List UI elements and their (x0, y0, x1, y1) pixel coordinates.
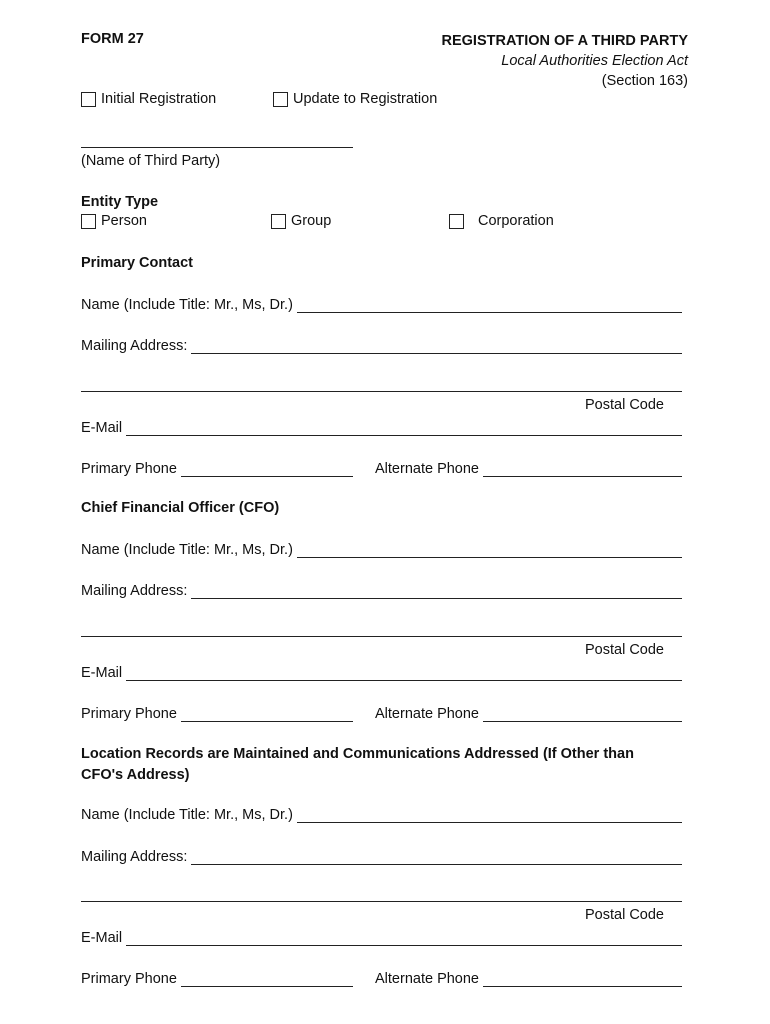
location-records-heading (81, 744, 634, 786)
primary-phone-label: Primary Phone (81, 971, 177, 987)
initial-registration-label: Initial Registration (101, 91, 217, 107)
primary-contact-primary-phone-field[interactable] (181, 462, 353, 477)
entity-corporation-checkbox[interactable] (449, 213, 554, 229)
entity-type-heading: Entity Type (81, 194, 159, 210)
location-heading-line2: CFO's Address) (81, 767, 190, 783)
primary-contact-mailing-line2[interactable] (81, 391, 682, 392)
location-mailing-field[interactable] (191, 850, 682, 865)
cfo-mailing-row (81, 579, 682, 599)
section-reference: (Section 163) (601, 73, 688, 89)
location-name-field[interactable] (297, 808, 682, 823)
checkbox-box[interactable] (81, 214, 96, 229)
location-name-row (81, 803, 682, 823)
email-label: E-Mail (81, 930, 123, 946)
primary-phone-label: Primary Phone (81, 461, 177, 477)
cfo-email-field[interactable] (126, 666, 682, 681)
third-party-name-field[interactable] (81, 147, 353, 148)
postal-code-label: Postal Code (585, 397, 664, 413)
cfo-phone-row (81, 702, 682, 722)
checkbox-box[interactable] (273, 92, 288, 107)
location-email-field[interactable] (126, 931, 682, 946)
postal-code-label: Postal Code (585, 907, 664, 923)
checkbox-box[interactable] (449, 214, 464, 229)
update-registration-label: Update to Registration (293, 91, 438, 107)
initial-registration-checkbox[interactable] (81, 91, 216, 107)
mailing-label: Mailing Address: (81, 583, 188, 599)
location-email-row (81, 926, 682, 946)
cfo-name-row (81, 538, 682, 558)
alternate-phone-label: Alternate Phone (375, 971, 479, 987)
checkbox-box[interactable] (81, 92, 96, 107)
mailing-label: Mailing Address: (81, 849, 188, 865)
primary-contact-phone-row (81, 457, 682, 477)
primary-contact-name-field[interactable] (297, 298, 682, 313)
entity-group-label: Group (291, 213, 332, 229)
primary-contact-email-field[interactable] (126, 421, 682, 436)
checkbox-box[interactable] (271, 214, 286, 229)
location-primary-phone-field[interactable] (181, 972, 353, 987)
form-title: REGISTRATION OF A THIRD PARTY (441, 33, 688, 49)
location-alternate-phone-field[interactable] (483, 972, 682, 987)
name-label: Name (Include Title: Mr., Ms, Dr.) (81, 542, 293, 558)
location-mailing-line2[interactable] (81, 901, 682, 902)
primary-contact-mailing-field[interactable] (191, 339, 682, 354)
primary-contact-alternate-phone-field[interactable] (483, 462, 682, 477)
location-phone-row (81, 967, 682, 987)
location-heading-line1: Location Records are Maintained and Communications Addressed (If Other than (81, 746, 634, 762)
primary-contact-heading: Primary Contact (81, 255, 194, 271)
form-header (442, 31, 689, 91)
third-party-name-caption: (Name of Third Party) (81, 153, 221, 169)
entity-person-checkbox[interactable] (81, 213, 147, 229)
cfo-alternate-phone-field[interactable] (483, 707, 682, 722)
cfo-email-row (81, 661, 682, 681)
name-label: Name (Include Title: Mr., Ms, Dr.) (81, 807, 293, 823)
email-label: E-Mail (81, 420, 123, 436)
primary-contact-email-row (81, 416, 682, 436)
act-name: Local Authorities Election Act (501, 53, 688, 69)
email-label: E-Mail (81, 665, 123, 681)
cfo-name-field[interactable] (297, 543, 682, 558)
postal-code-label: Postal Code (585, 642, 664, 658)
cfo-mailing-field[interactable] (191, 584, 682, 599)
entity-group-checkbox[interactable] (271, 213, 331, 229)
update-registration-checkbox[interactable] (273, 91, 437, 107)
entity-corporation-label: Corporation (478, 213, 554, 229)
alternate-phone-label: Alternate Phone (375, 461, 479, 477)
cfo-mailing-line2[interactable] (81, 636, 682, 637)
mailing-label: Mailing Address: (81, 338, 188, 354)
cfo-primary-phone-field[interactable] (181, 707, 353, 722)
primary-phone-label: Primary Phone (81, 706, 177, 722)
primary-contact-mailing-row (81, 334, 682, 354)
entity-person-label: Person (101, 213, 147, 229)
form-number: FORM 27 (81, 31, 144, 47)
primary-contact-name-row (81, 293, 682, 313)
location-mailing-row (81, 845, 682, 865)
alternate-phone-label: Alternate Phone (375, 706, 479, 722)
cfo-heading: Chief Financial Officer (CFO) (81, 500, 280, 516)
name-label: Name (Include Title: Mr., Ms, Dr.) (81, 297, 293, 313)
